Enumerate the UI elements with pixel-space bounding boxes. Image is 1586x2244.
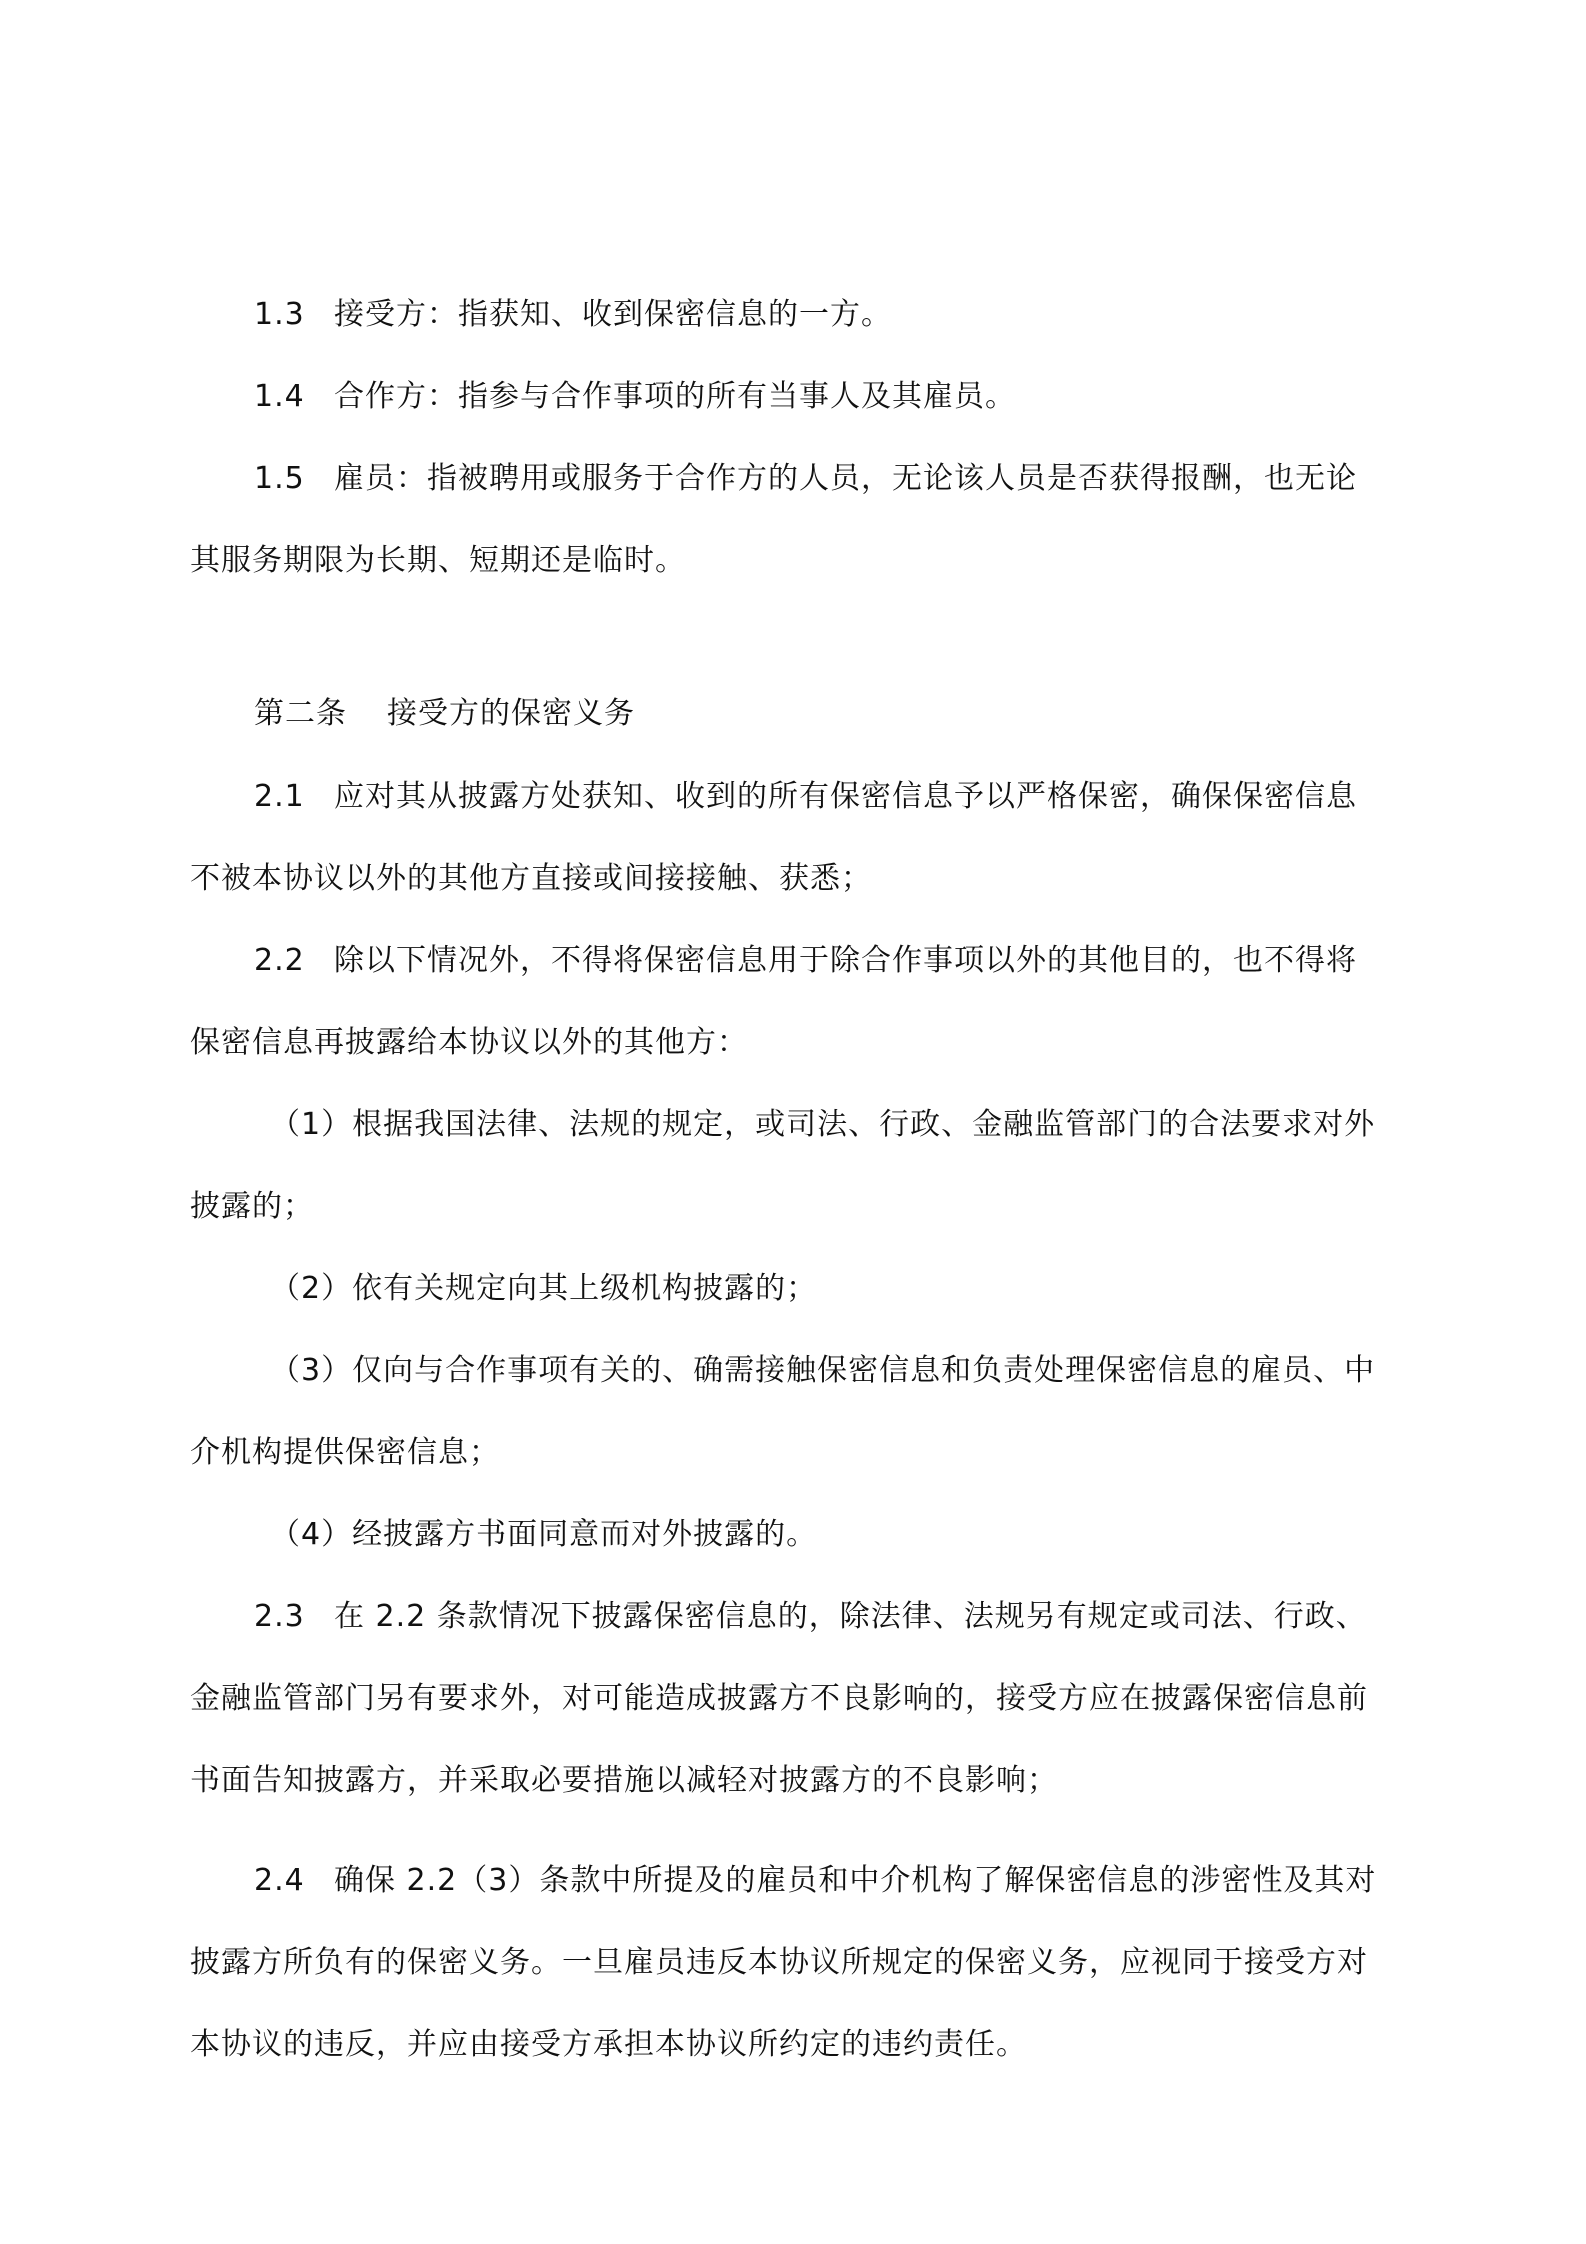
list-item-3 [190,1330,1400,1494]
article-heading [254,688,635,732]
clause-text-line1: 确保 2.2（3）条款中所提及的雇员和中介机构了解保密信息的涉密性及其对 [334,1863,1377,1898]
clause-text-line2: 其服务期限为长期、短期还是临时。 [190,543,686,578]
item-text-line1: （1）根据我国法律、法规的规定，或司法、行政、金融监管部门的合法要求对外 [270,1107,1376,1142]
list-item-2 [190,1248,1400,1330]
clause-text: 合作方：指参与合作事项的所有当事人及其雇员。 [334,379,1016,414]
clause-text-line1: 在 2.2 条款情况下披露保密信息的，除法律、法规另有规定或司法、行政、 [334,1599,1367,1634]
clause-text: 接受方：指获知、收到保密信息的一方。 [334,297,892,332]
clause-text-line2: 披露方所负有的保密义务。一旦雇员违反本协议所规定的保密义务，应视同于接受方对 [190,1945,1368,1980]
clause-text-line2: 保密信息再披露给本协议以外的其他方： [190,1025,748,1060]
clause-1-3 [190,274,1400,356]
list-item-1 [190,1084,1400,1248]
clause-number: 1.4 [254,379,305,414]
item-text: （4）经披露方书面同意而对外披露的。 [270,1517,818,1552]
clause-2-3 [190,1576,1400,1822]
clause-number: 2.1 [254,779,305,814]
item-text-line2: 披露的； [190,1189,314,1224]
article-number: 第二条 [254,696,347,731]
clause-number: 2.4 [254,1863,305,1898]
item-text-line1: （3）仅向与合作事项有关的、确需接触保密信息和负责处理保密信息的雇员、中 [270,1353,1376,1388]
clause-2-1 [190,756,1400,920]
article-title: 接受方的保密义务 [387,696,635,731]
clause-number: 1.3 [254,297,305,332]
clause-number: 1.5 [254,461,305,496]
clause-2-4 [190,1840,1400,2086]
clause-text-line3: 本协议的违反，并应由接受方承担本协议所约定的违约责任。 [190,2027,1027,2062]
clause-text-line2: 不被本协议以外的其他方直接或间接接触、获悉； [190,861,872,896]
clause-text-line3: 书面告知披露方，并采取必要措施以减轻对披露方的不良影响； [190,1763,1058,1798]
clause-text-line1: 应对其从披露方处获知、收到的所有保密信息予以严格保密，确保保密信息 [334,779,1357,814]
clause-text-line1: 雇员：指被聘用或服务于合作方的人员，无论该人员是否获得报酬，也无论 [334,461,1357,496]
clause-text-line2: 金融监管部门另有要求外，对可能造成披露方不良影响的，接受方应在披露保密信息前 [190,1681,1368,1716]
clause-number: 2.3 [254,1599,305,1634]
clause-number: 2.2 [254,943,305,978]
clause-2-2 [190,920,1400,1084]
item-text: （2）依有关规定向其上级机构披露的； [270,1271,818,1306]
clause-1-4 [190,356,1400,438]
clause-text-line1: 除以下情况外，不得将保密信息用于除合作事项以外的其他目的，也不得将 [334,943,1357,978]
clause-1-5 [190,438,1400,602]
item-text-line2: 介机构提供保密信息； [190,1435,500,1470]
list-item-4 [190,1494,1400,1576]
